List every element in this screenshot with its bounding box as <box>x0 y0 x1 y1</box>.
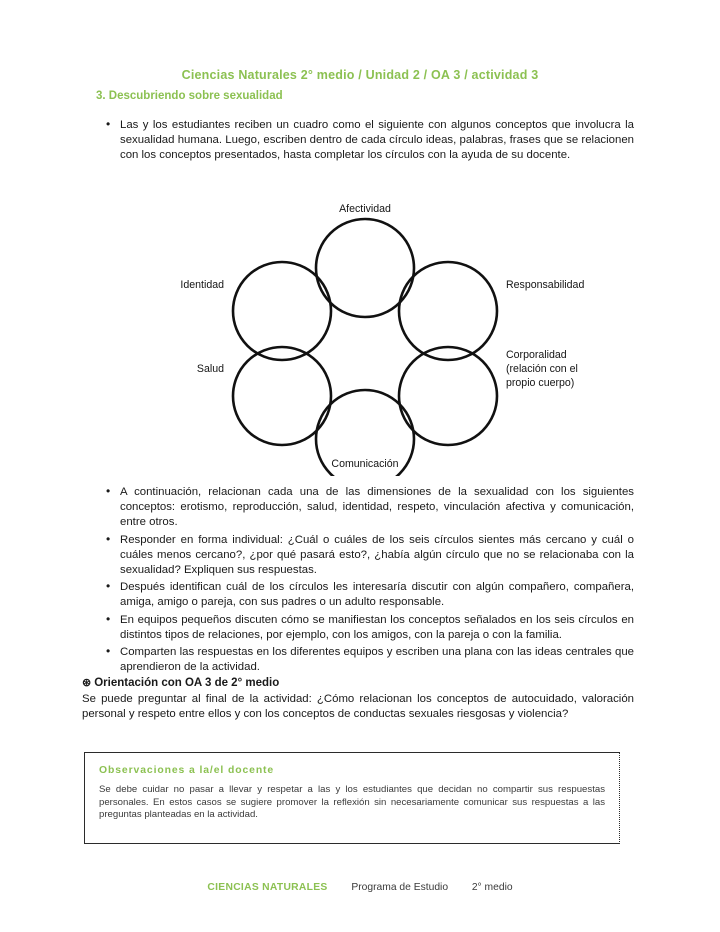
orientation-marker-icon: ⊛ <box>82 677 92 689</box>
observation-box-body: Se debe cuidar no pasar a llevar y respetar a las y los estudiantes que decidan no compartir sus respuestas personales. En estos casos se sugiere promover la reflexión sin necesariamente comunicar sus respuestas a las preguntas planteadas en la actividad. <box>99 784 605 821</box>
label-salud: Salud <box>196 363 224 375</box>
diagram-svg <box>96 196 634 476</box>
footer-level: 2° medio <box>471 882 513 893</box>
page-subtitle: 3. Descubriendo sobre sexualidad <box>96 90 283 102</box>
label-corporalidad-line3: propio cuerpo) <box>506 377 575 389</box>
observation-box-title: Observaciones a la/el docente <box>99 765 275 776</box>
footer-program: Programa de Estudio <box>351 882 449 893</box>
label-identidad: Identidad <box>180 279 224 291</box>
list-item: • Comparten las respuestas en los diferentes equipos y escriben una plana con las ideas centrales que aprendieron de la actividad. <box>120 645 634 675</box>
activity-section <box>96 485 634 677</box>
page-footer <box>0 882 720 893</box>
list-item: • Las y los estudiantes reciben un cuadro como el siguiente con algunos conceptos que involucra la sexualidad humana. Luego, escriben dentro de cada círculo ideas, palabras, frases que se relacionen con los conceptos presentados, hasta completar los círculos con la ayuda de su docente. <box>120 118 634 164</box>
orientation-title <box>82 676 634 691</box>
label-corporalidad-line2: (relación con el <box>506 363 578 375</box>
observation-box <box>84 752 620 844</box>
orientation-section <box>82 676 634 723</box>
intro-section <box>96 118 634 166</box>
activity-bullet-list <box>96 485 634 675</box>
label-comunicacion-text: Comunicación <box>331 458 399 470</box>
six-circle-diagram <box>96 196 634 476</box>
circle-responsabilidad <box>399 262 497 360</box>
page-title: Ciencias Naturales 2° medio / Unidad 2 / OA 3 / actividad 3 <box>181 68 539 82</box>
label-corporalidad-line1: Corporalidad <box>506 349 567 361</box>
list-item: • En equipos pequeños discuten cómo se manifiestan los conceptos señalados en los seis círculos en distintos tipos de relaciones, por ejemplo, con los amigos, con la pareja o con la familia. <box>120 613 634 643</box>
label-afectividad: Afectividad <box>339 203 391 215</box>
orientation-title-text: Orientación con OA 3 de 2° medio <box>94 677 280 689</box>
list-item: • Responder en forma individual: ¿Cuál o cuáles de los seis círculos sientes más cercano y cuál o cuáles menos cercano?, ¿por qué pasará esto?, ¿había algún círculo que no se relacionaba con la sexualidad? Expliquen sus respuestas. <box>120 533 634 579</box>
label-responsabilidad: Responsabilidad <box>506 279 585 291</box>
diagram-circles <box>233 219 497 476</box>
intro-bullet-list <box>96 118 634 164</box>
list-item: • A continuación, relacionan cada una de las dimensiones de la sexualidad con los siguientes conceptos: erotismo, reproducción, salud, identidad, respeto, vinculación afectiva y comunicación, entre otros. <box>120 485 634 531</box>
footer-brand: CIENCIAS NATURALES <box>207 882 328 893</box>
list-item: • Después identifican cuál de los círculos les interesaría discutir con algún compañero, compañera, amiga, amigo o pareja, con sus padres o un adulto responsable. <box>120 580 634 610</box>
orientation-body: Se puede preguntar al final de la actividad: ¿Cómo relacionan los conceptos de autocuidado, valoración personal y respeto entre ellos y con los conceptos de conductas sexuales riesgosas y violencia? <box>82 693 634 721</box>
circle-identidad <box>233 262 331 360</box>
